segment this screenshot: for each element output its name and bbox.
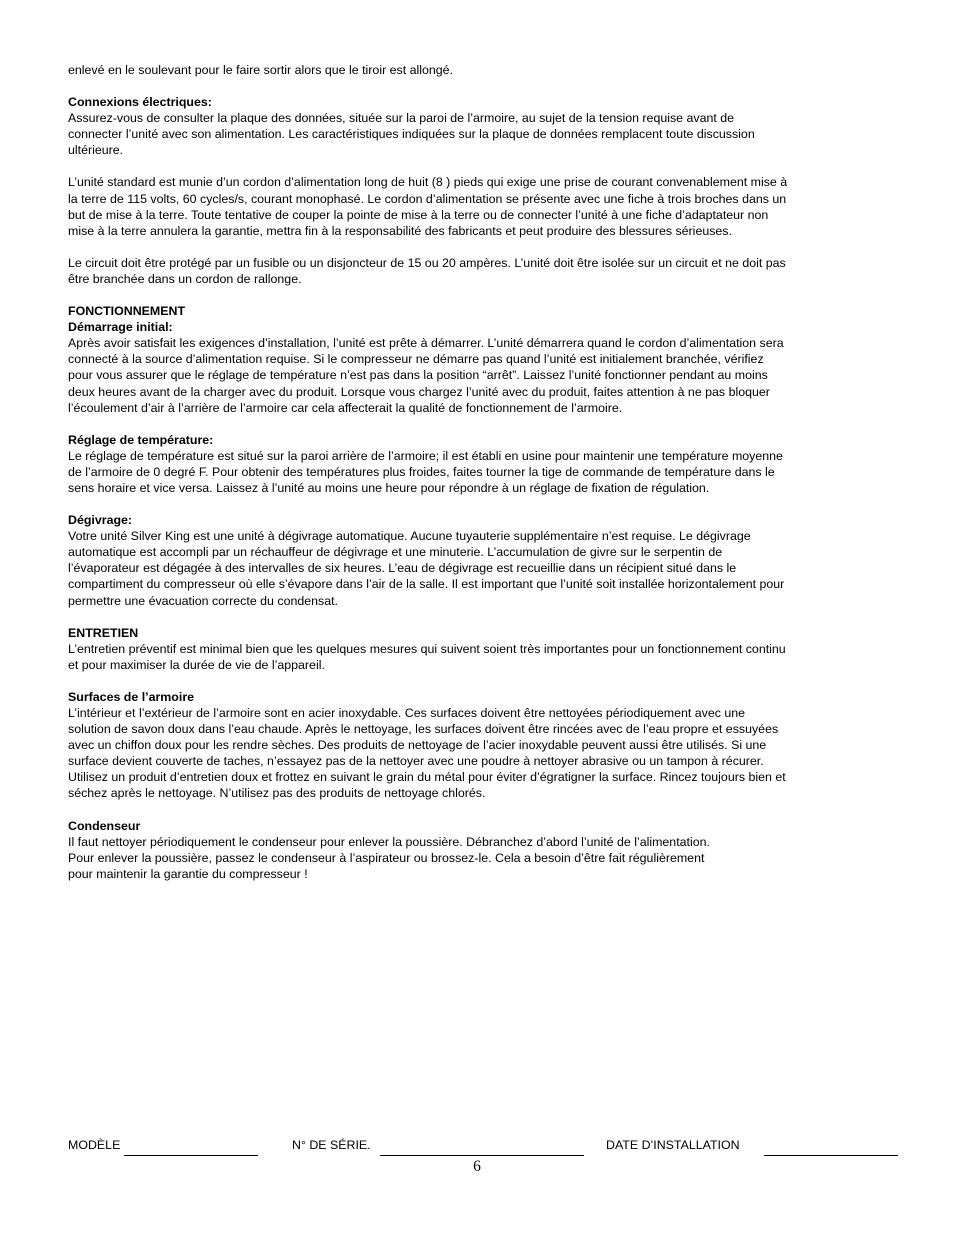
install-date-field[interactable] xyxy=(764,1155,898,1156)
maintenance-paragraph: L’entretien préventif est minimal bien que les quelques mesures qui suivent soient très importantes pour un fonctionnement continu et pour maximiser la durée de vie de l’appareil. xyxy=(68,641,786,672)
electrical-paragraph-3: Le circuit doit être protégé par un fusible ou un disjoncteur de 15 ou 20 ampères. L’unité doit être isolée sur un circuit et ne doit pas être branchée dans un cordon de rallonge. xyxy=(68,255,786,286)
page-number: 6 xyxy=(473,1158,481,1175)
temperature-heading: Réglage de température: xyxy=(68,432,214,447)
condenser-paragraph: Il faut nettoyer périodiquement le condenseur pour enlever la poussière. Débranchez d’abord l’unité de l’alimentation. Pour enlever la poussière, passez le condenseur à l’aspirateur ou brossez-le. Cela a besoin d’être fait régulièrement pour maintenir la garantie du compresseur ! xyxy=(68,834,710,881)
model-field[interactable] xyxy=(124,1155,258,1156)
defrost-heading: Dégivrage: xyxy=(68,513,133,528)
electrical-heading: Connexions électriques: xyxy=(68,95,212,110)
electrical-paragraph-2: L’unité standard est munie d’un cordon d’alimentation long de huit (8 ) pieds qui exige une prise de courant convenablement mise à la terre de 115 volts, 60 cycles/s, courant monophasé. Le cordon d’alimentation se présente avec une fiche à trois broches dans un but de mise à la terre. Toute tentative de couper la pointe de mise à la terre ou de connecter l’unité à une fiche d’adaptateur non mise à la terre annulera la garantie, mettra fin à la responsabilité des fabricants et peut produire des blessures sérieuses. xyxy=(68,175,788,238)
surfaces-paragraph: L’intérieur et l’extérieur de l’armoire sont en acier inoxydable. Ces surfaces doivent être nettoyées périodiquement avec une solution de savon doux dans l’eau chaude. Après le nettoyage, les surfaces doivent être rincées avec de l’eau propre et essuyées avec un chiffon doux pour les rendre sèches. Des produits de nettoyage de l’acier inoxydable peuvent aussi être utilisés. Si une surface devient couverte de taches, n’essayez pas de la nettoyer avec une poudre à nettoyer abrasive ou un tampon à récurer. Utilisez un produit d’entretien doux et frottez en suivant le grain du métal pour éviter d’égratigner la surface. Rincez toujours bien et séchez après le nettoyage. N’utilisez pas des produits de nettoyage chlorés. xyxy=(68,706,786,801)
maintenance-heading: ENTRETIEN xyxy=(68,625,139,640)
serial-field[interactable] xyxy=(380,1155,584,1156)
defrost-paragraph: Votre unité Silver King est une unité à dégivrage automatique. Aucune tuyauterie supplémentaire n’est requise. Le dégivrage automatique est accompli par un réchauffeur de dégivrage et une minuterie. L’accumulation de givre sur le serpentin de l’évaporateur est dégagée à des intervalles de six heures. L’eau de dégivrage est recueillie dans un récipient situé dans le compartiment du compresseur où elle s’évapore dans l’air de la salle. Il est important que l’unité soit installée horizontalement pour permettre une évacuation correcte du condensat. xyxy=(68,529,785,608)
intro-line: enlevé en le soulevant pour le faire sortir alors que le tiroir est allongé. xyxy=(68,63,454,77)
install-date-label: DATE D’INSTALLATION xyxy=(606,1138,740,1152)
condenser-heading: Condenseur xyxy=(68,818,141,833)
surfaces-heading: Surfaces de l’armoire xyxy=(68,689,195,704)
startup-heading: Démarrage initial: xyxy=(68,320,173,335)
footer-fields xyxy=(68,1137,900,1159)
electrical-paragraph-1: Assurez-vous de consulter la plaque des données, située sur la paroi de l’armoire, au sujet de la tension requise avant de connecter l’unité avec son alimentation. Les caractéristiques indiquées sur la plaque de données remplacent toute discussion ultérieure. xyxy=(68,111,755,158)
model-label: MODÈLE xyxy=(68,1138,121,1152)
serial-label: N° DE SÉRIE. xyxy=(292,1138,371,1152)
temperature-paragraph: Le réglage de température est situé sur la paroi arrière de l’armoire; il est établi en usine pour maintenir une température moyenne de l’armoire de 0 degré F. Pour obtenir des températures plus froides, faites tourner la tige de commande de température dans le sens horaire et vice versa. Laissez à l’unité au moins une heure pour répondre à un réglage de fixation de régulation. xyxy=(68,448,783,495)
startup-paragraph: Après avoir satisfait les exigences d’installation, l’unité est prête à démarrer. L’unité démarrera quand le cordon d’alimentation sera connecté à la source d’alimentation requise. Si le compresseur ne démarre pas quand l’unité est initialement branchée, vérifiez pour vous assurer que le réglage de température n’est pas dans la position “arrêt”. Laissez l’unité fonctionner pendant au moins deux heures avant de la charger avec du produit. Lorsque vous chargez l’unité avec du produit, faites attention à ne pas bloquer l’écoulement d’air à l’arrière de l’armoire car cela affecterait la qualité de fonctionnement de l’armoire. xyxy=(68,336,784,415)
operation-heading: FONCTIONNEMENT xyxy=(68,304,186,319)
document-body xyxy=(68,62,890,882)
